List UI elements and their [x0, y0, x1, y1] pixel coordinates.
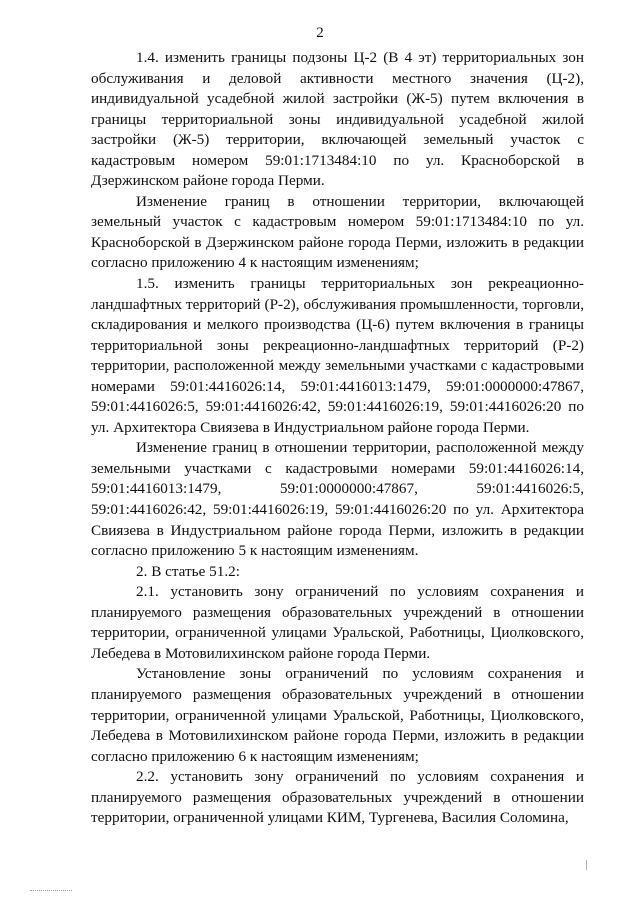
- scan-mark-left: [30, 890, 72, 892]
- paragraph-1-5-annex: Изменение границ в отношении территории, расположенной между земельными участками с кадастровыми номерами 59:01:4416026:14, 59:01:4416013:1479, 59:01:0000000:47867, 59:01:4416026:5, 59:01:4416026:42, 59:01:4416026:19, 59:01:4416026:20 по ул. Архитектора Свиязева в Индустриальном районе города Перми, изложить в редакции согласно приложению 5 к настоящим изменениям.: [91, 439, 584, 560]
- paragraph-1-5: 1.5. изменить границы территориальных зон рекреационно-ландшафтных территорий (Р-2), обслуживания промышленности, торговли, складирования и мелкого производства (Ц-6) путем включения в границы территориальной зоны рекреационно-ландшафтных территорий (Р-2) территории, расположенной между земельными участками с кадастровыми номерами 59:01:4416026:14, 59:01:4416013:1479, 59:01:0000000:47867, 59:01:4416026:5, 59:01:4416026:42, 59:01:4416026:19, 59:01:4416026:20 по ул. Архитектора Свиязева в Индустриальном районе города Перми.: [91, 275, 584, 436]
- paragraph-2-2: 2.2. установить зону ограничений по условиям сохранения и планируемого размещения образовательных учреждений в отношении территории, ограниченной улицами КИМ, Тургенева, Василия Соломина,: [91, 768, 584, 827]
- scan-mark-right: [586, 860, 587, 870]
- paragraph-1-4: 1.4. изменить границы подзоны Ц-2 (В 4 эт) территориальных зон обслуживания и деловой активности местного значения (Ц-2), индивидуальной усадебной жилой застройки (Ж-5) путем включения в границы территориальной зоны индивидуальной усадебной жилой застройки (Ж-5) территории, включающей земельный участок с кадастровым номером 59:01:1713484:10 по ул. Красноборской в Дзержинском районе города Перми.: [91, 49, 584, 190]
- paragraph-2-1-annex: Установление зоны ограничений по условиям сохранения и планируемого размещения образовательных учреждений в отношении территории, ограниченной улицами Уральской, Работницы, Циолковского, Лебедева в Мотовилихинском районе города Перми, изложить в редакции согласно приложению 6 к настоящим изменениям;: [91, 665, 584, 765]
- paragraph-2-1: 2.1. установить зону ограничений по условиям сохранения и планируемого размещения образовательных учреждений в отношении территории, ограниченной улицами Уральской, Работницы, Циолковского, Лебедева в Мотовилихинском районе города Перми.: [91, 583, 584, 662]
- paragraph-1-4-annex: Изменение границ в отношении территории, включающей земельный участок с кадастровым номером 59:01:1713484:10 по ул. Красноборской в Дзержинском районе города Перми, изложить в редакции согласно приложению 4 к настоящим изменениям;: [91, 192, 584, 272]
- page-number: 2: [316, 25, 324, 41]
- paragraph-2: 2. В статье 51.2:: [136, 562, 240, 580]
- document-body: [91, 48, 584, 829]
